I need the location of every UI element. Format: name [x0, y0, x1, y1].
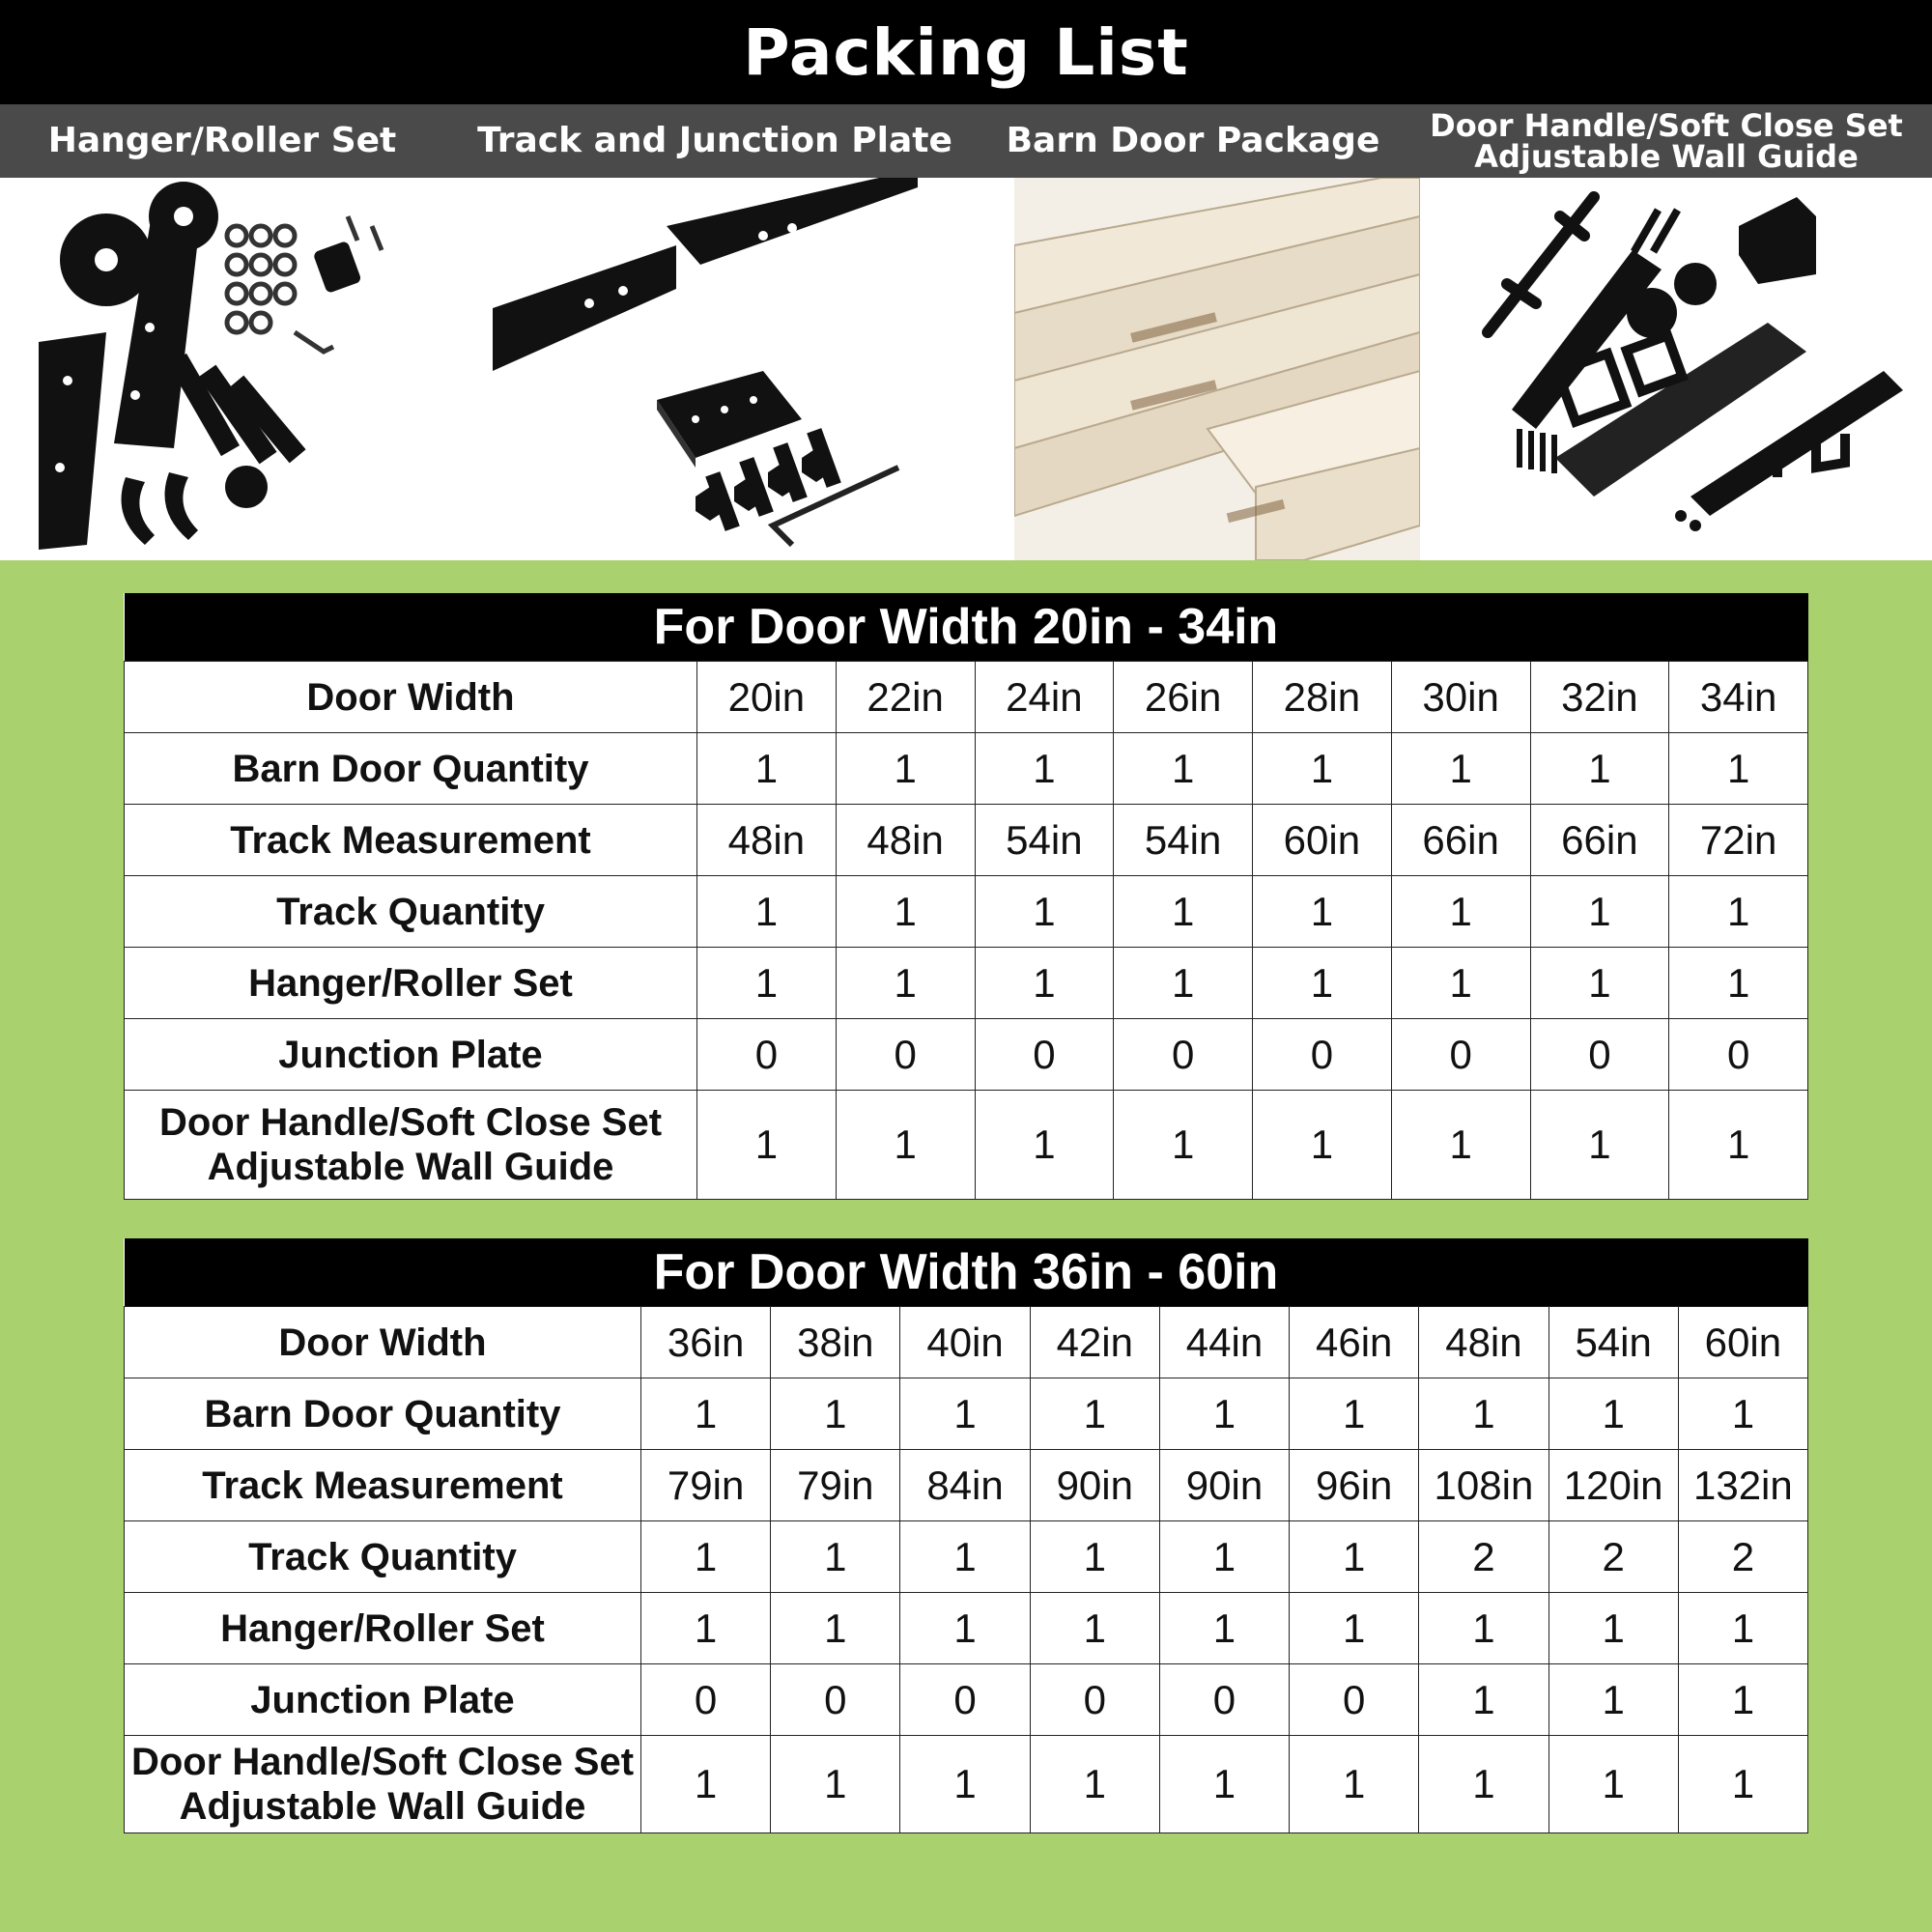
cell: 1 — [771, 1736, 900, 1833]
row-track-measurement — [125, 805, 1808, 876]
cell: 0 — [1253, 1019, 1392, 1091]
table-title: For Door Width 20in - 34in — [125, 593, 1808, 662]
cell: 132in — [1678, 1450, 1807, 1521]
label-line1: Door Handle/Soft Close Set — [158, 1101, 663, 1144]
cell: 1 — [1548, 1378, 1678, 1450]
cell: 1 — [1419, 1593, 1548, 1664]
cell: 1 — [1114, 1091, 1253, 1200]
cell: 28in — [1253, 662, 1392, 733]
label-line2: Adjustable Wall Guide — [179, 1785, 586, 1828]
cell: 1 — [1678, 1378, 1807, 1450]
cell: 54in — [1548, 1307, 1678, 1378]
cell: 1 — [900, 1593, 1030, 1664]
title-bar — [0, 0, 1932, 104]
cell: 22in — [836, 662, 975, 733]
cell: 1 — [975, 1091, 1114, 1200]
cell: 1 — [975, 876, 1114, 948]
cell: 1 — [1290, 1521, 1419, 1593]
row-barn-door-quantity — [125, 733, 1808, 805]
row-label: Barn Door Quantity — [125, 733, 697, 805]
cell: 24in — [975, 662, 1114, 733]
cell: 1 — [1530, 733, 1669, 805]
row-track-quantity — [125, 1521, 1808, 1593]
label-line2: Adjustable Wall Guide — [207, 1146, 614, 1188]
row-door-width — [125, 1307, 1808, 1378]
row-junction-plate — [125, 1019, 1808, 1091]
cell: 1 — [1290, 1736, 1419, 1833]
cell: 1 — [1669, 1091, 1808, 1200]
cell: 0 — [1159, 1664, 1289, 1736]
cell: 0 — [1391, 1019, 1530, 1091]
cell: 1 — [836, 733, 975, 805]
packing-table-36-60 — [124, 1238, 1808, 1833]
cell: 2 — [1419, 1521, 1548, 1593]
cell: 0 — [900, 1664, 1030, 1736]
cell: 1 — [900, 1378, 1030, 1450]
cell: 0 — [697, 1019, 837, 1091]
cell: 1 — [771, 1521, 900, 1593]
cell: 1 — [1114, 876, 1253, 948]
row-label: Door Width — [125, 662, 697, 733]
cell: 1 — [1030, 1736, 1159, 1833]
cell: 46in — [1290, 1307, 1419, 1378]
row-label: Track Measurement — [125, 805, 697, 876]
cell: 1 — [975, 948, 1114, 1019]
row-label: Door Width — [125, 1307, 641, 1378]
category-bar — [0, 104, 1932, 178]
row-door-width — [125, 662, 1808, 733]
cell: 90in — [1159, 1450, 1289, 1521]
cell: 1 — [1030, 1521, 1159, 1593]
cell: 48in — [1419, 1307, 1548, 1378]
cell: 0 — [641, 1664, 771, 1736]
cell: 1 — [1678, 1593, 1807, 1664]
cell: 60in — [1253, 805, 1392, 876]
cell: 1 — [1114, 733, 1253, 805]
packing-table-20-34 — [124, 593, 1808, 1200]
cell: 20in — [697, 662, 837, 733]
row-junction-plate — [125, 1664, 1808, 1736]
cell: 120in — [1548, 1450, 1678, 1521]
cell: 1 — [1030, 1378, 1159, 1450]
cell: 1 — [975, 733, 1114, 805]
cell: 1 — [1530, 1091, 1669, 1200]
hanger-roller-image — [0, 178, 473, 560]
cell: 1 — [1669, 876, 1808, 948]
cell: 1 — [1419, 1378, 1548, 1450]
category-hanger-roller: Hanger/Roller Set — [47, 121, 397, 160]
page-title: Packing List — [743, 14, 1189, 90]
cell: 1 — [1391, 876, 1530, 948]
cell: 1 — [1159, 1593, 1289, 1664]
category-barn-door: Barn Door Package — [1006, 121, 1380, 160]
cell: 1 — [1159, 1378, 1289, 1450]
cell: 1 — [641, 1736, 771, 1833]
row-track-measurement — [125, 1450, 1808, 1521]
row-label — [125, 1736, 641, 1833]
cell: 0 — [1030, 1664, 1159, 1736]
cell: 108in — [1419, 1450, 1548, 1521]
cell: 42in — [1030, 1307, 1159, 1378]
cell: 90in — [1030, 1450, 1159, 1521]
cell: 96in — [1290, 1450, 1419, 1521]
cell: 1 — [771, 1593, 900, 1664]
cell: 72in — [1669, 805, 1808, 876]
row-hanger-roller-set — [125, 948, 1808, 1019]
cell: 0 — [1530, 1019, 1669, 1091]
cell: 1 — [1391, 733, 1530, 805]
cell: 1 — [836, 948, 975, 1019]
cell: 66in — [1391, 805, 1530, 876]
cell: 1 — [1678, 1736, 1807, 1833]
cell: 0 — [1290, 1664, 1419, 1736]
cell: 1 — [1548, 1736, 1678, 1833]
cell: 1 — [900, 1736, 1030, 1833]
track-junction-image — [473, 178, 1014, 560]
cell: 79in — [641, 1450, 771, 1521]
cell: 1 — [1159, 1736, 1289, 1833]
cell: 1 — [1391, 948, 1530, 1019]
cell: 1 — [836, 876, 975, 948]
row-barn-door-quantity — [125, 1378, 1808, 1450]
cell: 26in — [1114, 662, 1253, 733]
cell: 34in — [1669, 662, 1808, 733]
cell: 1 — [697, 876, 837, 948]
cell: 1 — [1530, 876, 1669, 948]
cell: 1 — [1419, 1664, 1548, 1736]
label-line1: Door Handle/Soft Close Set — [130, 1741, 635, 1783]
cell: 66in — [1530, 805, 1669, 876]
cell: 54in — [1114, 805, 1253, 876]
row-hanger-roller-set — [125, 1593, 1808, 1664]
row-handle-soft-close — [125, 1736, 1808, 1833]
cell: 0 — [836, 1019, 975, 1091]
product-photo-strip — [0, 178, 1932, 560]
cell: 1 — [1159, 1521, 1289, 1593]
cell: 1 — [697, 733, 837, 805]
table-title: For Door Width 36in - 60in — [125, 1238, 1808, 1307]
category-handle-guide — [1401, 104, 1932, 178]
cell: 0 — [771, 1664, 900, 1736]
cell: 1 — [641, 1378, 771, 1450]
row-label: Hanger/Roller Set — [125, 948, 697, 1019]
cell: 1 — [1253, 1091, 1392, 1200]
category-handle-line1: Door Handle/Soft Close Set — [1430, 107, 1903, 144]
cell: 0 — [1669, 1019, 1808, 1091]
cell: 40in — [900, 1307, 1030, 1378]
cell: 1 — [1530, 948, 1669, 1019]
cell: 0 — [1114, 1019, 1253, 1091]
cell: 48in — [697, 805, 837, 876]
cell: 44in — [1159, 1307, 1289, 1378]
cell: 2 — [1548, 1521, 1678, 1593]
cell: 1 — [1290, 1593, 1419, 1664]
barn-door-planks-image — [1014, 178, 1420, 560]
cell: 1 — [1290, 1378, 1419, 1450]
cell: 38in — [771, 1307, 900, 1378]
row-label — [125, 1091, 697, 1200]
row-label: Barn Door Quantity — [125, 1378, 641, 1450]
category-track-junction: Track and Junction Plate — [477, 121, 952, 160]
cell: 48in — [836, 805, 975, 876]
cell: 1 — [1253, 948, 1392, 1019]
cell: 1 — [1114, 948, 1253, 1019]
cell: 1 — [1419, 1736, 1548, 1833]
cell: 36in — [641, 1307, 771, 1378]
row-label: Junction Plate — [125, 1664, 641, 1736]
row-handle-soft-close — [125, 1091, 1808, 1200]
cell: 30in — [1391, 662, 1530, 733]
cell: 1 — [697, 1091, 837, 1200]
handle-soft-close-image — [1420, 178, 1932, 560]
cell: 1 — [641, 1521, 771, 1593]
row-label: Junction Plate — [125, 1019, 697, 1091]
cell: 1 — [1548, 1593, 1678, 1664]
cell: 1 — [641, 1593, 771, 1664]
cell: 54in — [975, 805, 1114, 876]
cell: 60in — [1678, 1307, 1807, 1378]
cell: 1 — [771, 1378, 900, 1450]
cell: 79in — [771, 1450, 900, 1521]
cell: 1 — [697, 948, 837, 1019]
row-label: Track Quantity — [125, 876, 697, 948]
cell: 1 — [1678, 1664, 1807, 1736]
cell: 0 — [975, 1019, 1114, 1091]
cell: 32in — [1530, 662, 1669, 733]
category-handle-line2: Adjustable Wall Guide — [1474, 138, 1859, 175]
cell: 1 — [1253, 876, 1392, 948]
row-label: Hanger/Roller Set — [125, 1593, 641, 1664]
cell: 1 — [1548, 1664, 1678, 1736]
cell: 1 — [1669, 948, 1808, 1019]
cell: 1 — [1253, 733, 1392, 805]
cell: 2 — [1678, 1521, 1807, 1593]
row-label: Track Quantity — [125, 1521, 641, 1593]
row-track-quantity — [125, 876, 1808, 948]
cell: 1 — [1030, 1593, 1159, 1664]
row-label: Track Measurement — [125, 1450, 641, 1521]
cell: 1 — [900, 1521, 1030, 1593]
cell: 1 — [836, 1091, 975, 1200]
cell: 1 — [1391, 1091, 1530, 1200]
cell: 84in — [900, 1450, 1030, 1521]
cell: 1 — [1669, 733, 1808, 805]
